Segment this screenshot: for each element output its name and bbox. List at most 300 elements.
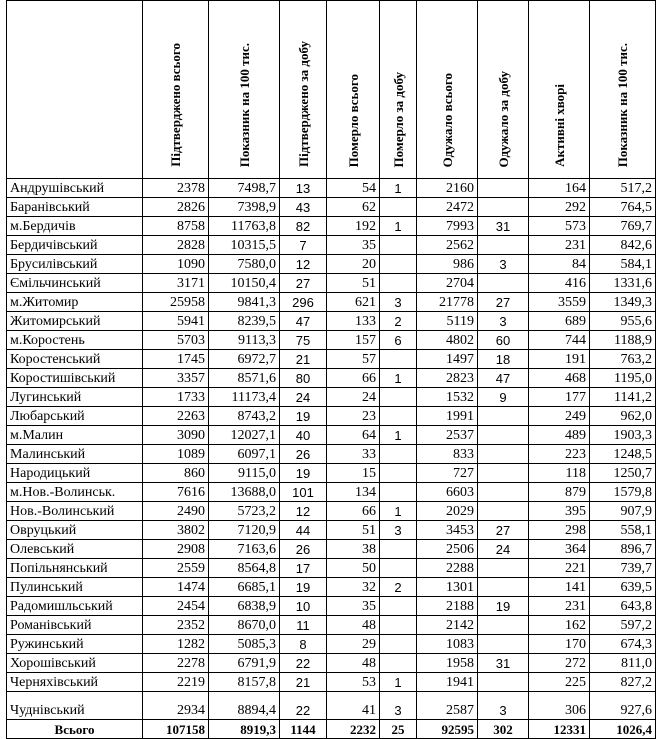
confirmed-daily-cell: 12 — [280, 255, 327, 274]
table-row — [7, 255, 656, 274]
deaths-total-cell: 53 — [327, 673, 380, 692]
table-row — [7, 673, 656, 692]
active-cases-cell: 3559 — [529, 293, 590, 312]
recovered-total-cell: 2188 — [417, 597, 478, 616]
district-name-cell: м.Житомир — [7, 293, 143, 312]
active-cases-cell: 162 — [529, 616, 590, 635]
rate-per-100k-cell: 6791,9 — [209, 654, 280, 673]
district-name-cell: Радомишльський — [7, 597, 143, 616]
recovered-total-cell: 2537 — [417, 426, 478, 445]
district-name-cell: Любарський — [7, 407, 143, 426]
header-recovered-daily: Одужало за добу — [478, 1, 529, 179]
recovered-daily-cell: 60 — [478, 331, 529, 350]
table-row — [7, 521, 656, 540]
header-rate-per-100k: Показник на 100 тис. — [209, 1, 280, 179]
table-row — [7, 426, 656, 445]
confirmed-daily-cell: 19 — [280, 407, 327, 426]
recovered-daily-cell: 27 — [478, 521, 529, 540]
deaths-total-cell: 35 — [327, 236, 380, 255]
deaths-total-cell: 24 — [327, 388, 380, 407]
deaths-total-cell: 62 — [327, 198, 380, 217]
recovered-daily-cell — [478, 179, 529, 198]
active-cases-cell: 249 — [529, 407, 590, 426]
district-name-cell: Овруцький — [7, 521, 143, 540]
confirmed-daily-cell: 82 — [280, 217, 327, 236]
confirmed-daily-cell: 22 — [280, 654, 327, 673]
active-rate-per-100k-cell: 1141,2 — [590, 388, 656, 407]
rate-per-100k-cell: 6097,1 — [209, 445, 280, 464]
rate-per-100k-cell: 8571,6 — [209, 369, 280, 388]
recovered-total-cell: 2288 — [417, 559, 478, 578]
rate-per-100k-cell: 7398,9 — [209, 198, 280, 217]
active-cases-cell: 231 — [529, 236, 590, 255]
table-row — [7, 559, 656, 578]
district-name-cell: Нов.-Волинський — [7, 502, 143, 521]
recovered-daily-cell — [478, 559, 529, 578]
header-confirmed-daily: Підтверджено за добу — [280, 1, 327, 179]
active-cases-cell: 364 — [529, 540, 590, 559]
table-row — [7, 502, 656, 521]
recovered-daily-cell — [478, 502, 529, 521]
recovered-total-cell: 1532 — [417, 388, 478, 407]
table-row — [7, 350, 656, 369]
confirmed-daily-cell: 21 — [280, 350, 327, 369]
recovered-total-cell: 2506 — [417, 540, 478, 559]
table-row — [7, 616, 656, 635]
confirmed-daily-cell: 19 — [280, 464, 327, 483]
active-cases-cell: 141 — [529, 578, 590, 597]
active-rate-per-100k-cell: 517,2 — [590, 179, 656, 198]
recovered-total-cell: 2823 — [417, 369, 478, 388]
active-rate-per-100k-cell: 842,6 — [590, 236, 656, 255]
deaths-total-cell: 41 — [327, 692, 380, 720]
recovered-total-cell: 1941 — [417, 673, 478, 692]
deaths-daily-cell: 3 — [380, 521, 417, 540]
deaths-total-cell: 32 — [327, 578, 380, 597]
confirmed-daily-cell: 10 — [280, 597, 327, 616]
district-name-cell: м.Нов.-Волинськ. — [7, 483, 143, 502]
active-cases-cell: 573 — [529, 217, 590, 236]
total-deaths-daily-cell: 25 — [380, 720, 417, 739]
rate-per-100k-cell: 7120,9 — [209, 521, 280, 540]
active-cases-cell: 118 — [529, 464, 590, 483]
rate-per-100k-cell: 9115,0 — [209, 464, 280, 483]
recovered-daily-cell — [478, 426, 529, 445]
deaths-total-cell: 192 — [327, 217, 380, 236]
district-name-cell: м.Бердичів — [7, 217, 143, 236]
total-row — [7, 720, 656, 739]
deaths-daily-cell — [380, 407, 417, 426]
recovered-daily-cell: 9 — [478, 388, 529, 407]
confirmed-daily-cell: 75 — [280, 331, 327, 350]
deaths-total-cell: 48 — [327, 654, 380, 673]
recovered-daily-cell: 19 — [478, 597, 529, 616]
active-rate-per-100k-cell: 896,7 — [590, 540, 656, 559]
deaths-daily-cell — [380, 540, 417, 559]
total-deaths-total-cell: 2232 — [327, 720, 380, 739]
deaths-total-cell: 20 — [327, 255, 380, 274]
confirmed-daily-cell: 44 — [280, 521, 327, 540]
district-name-cell: Бердичівський — [7, 236, 143, 255]
table-row — [7, 578, 656, 597]
recovered-total-cell: 1083 — [417, 635, 478, 654]
deaths-daily-cell — [380, 616, 417, 635]
header-deaths-daily: Померло за добу — [380, 1, 417, 179]
deaths-daily-cell: 6 — [380, 331, 417, 350]
recovered-total-cell: 1497 — [417, 350, 478, 369]
total-recovered-total-cell: 92595 — [417, 720, 478, 739]
recovered-total-cell: 4802 — [417, 331, 478, 350]
header-confirmed-total: Підтверджено всього — [143, 1, 209, 179]
confirmed-daily-cell: 40 — [280, 426, 327, 445]
confirmed-daily-cell: 47 — [280, 312, 327, 331]
recovered-total-cell: 727 — [417, 464, 478, 483]
recovered-daily-cell — [478, 236, 529, 255]
recovered-daily-cell — [478, 635, 529, 654]
district-name-cell: Андрушівський — [7, 179, 143, 198]
recovered-daily-cell — [478, 578, 529, 597]
district-name-cell: Житомирський — [7, 312, 143, 331]
active-cases-cell: 416 — [529, 274, 590, 293]
table-row — [7, 597, 656, 616]
header-recovered-total: Одужало всього — [417, 1, 478, 179]
confirmed-total-cell: 8758 — [143, 217, 209, 236]
table-row — [7, 236, 656, 255]
district-name-cell: Лугинський — [7, 388, 143, 407]
district-name-cell: Пулинський — [7, 578, 143, 597]
recovered-daily-cell — [478, 483, 529, 502]
active-cases-cell: 84 — [529, 255, 590, 274]
deaths-total-cell: 133 — [327, 312, 380, 331]
recovered-daily-cell — [478, 616, 529, 635]
district-name-cell: Черняхівський — [7, 673, 143, 692]
district-name-cell: Романівський — [7, 616, 143, 635]
total-confirmed-total-cell: 107158 — [143, 720, 209, 739]
district-name-cell: Чуднівський — [7, 692, 143, 720]
deaths-total-cell: 66 — [327, 369, 380, 388]
deaths-daily-cell — [380, 464, 417, 483]
rate-per-100k-cell: 7580,0 — [209, 255, 280, 274]
table-row — [7, 407, 656, 426]
confirmed-total-cell: 2378 — [143, 179, 209, 198]
confirmed-daily-cell: 13 — [280, 179, 327, 198]
active-rate-per-100k-cell: 769,7 — [590, 217, 656, 236]
confirmed-daily-cell: 17 — [280, 559, 327, 578]
recovered-total-cell: 2142 — [417, 616, 478, 635]
active-rate-per-100k-cell: 907,9 — [590, 502, 656, 521]
deaths-total-cell: 51 — [327, 274, 380, 293]
recovered-daily-cell: 31 — [478, 654, 529, 673]
total-confirmed-daily-cell: 1144 — [280, 720, 327, 739]
active-rate-per-100k-cell: 1250,7 — [590, 464, 656, 483]
deaths-total-cell: 35 — [327, 597, 380, 616]
active-cases-cell: 306 — [529, 692, 590, 720]
deaths-total-cell: 33 — [327, 445, 380, 464]
deaths-daily-cell — [380, 597, 417, 616]
table-row — [7, 445, 656, 464]
recovered-total-cell: 2160 — [417, 179, 478, 198]
confirmed-total-cell: 2219 — [143, 673, 209, 692]
recovered-total-cell: 2562 — [417, 236, 478, 255]
confirmed-total-cell: 3357 — [143, 369, 209, 388]
confirmed-total-cell: 25958 — [143, 293, 209, 312]
confirmed-total-cell: 3802 — [143, 521, 209, 540]
rate-per-100k-cell: 11763,8 — [209, 217, 280, 236]
recovered-daily-cell: 18 — [478, 350, 529, 369]
rate-per-100k-cell: 6972,7 — [209, 350, 280, 369]
confirmed-total-cell: 7616 — [143, 483, 209, 502]
confirmed-total-cell: 2559 — [143, 559, 209, 578]
deaths-daily-cell: 3 — [380, 293, 417, 312]
recovered-total-cell: 833 — [417, 445, 478, 464]
recovered-total-cell: 2587 — [417, 692, 478, 720]
deaths-daily-cell: 1 — [380, 426, 417, 445]
recovered-daily-cell: 24 — [478, 540, 529, 559]
rate-per-100k-cell: 9113,3 — [209, 331, 280, 350]
deaths-total-cell: 15 — [327, 464, 380, 483]
deaths-daily-cell — [380, 350, 417, 369]
recovered-total-cell: 2029 — [417, 502, 478, 521]
district-name-cell: Ємільчинський — [7, 274, 143, 293]
recovered-total-cell: 7993 — [417, 217, 478, 236]
active-rate-per-100k-cell: 811,0 — [590, 654, 656, 673]
deaths-total-cell: 64 — [327, 426, 380, 445]
table-row — [7, 198, 656, 217]
confirmed-total-cell: 2490 — [143, 502, 209, 521]
district-name-cell: Баранівський — [7, 198, 143, 217]
table-row — [7, 369, 656, 388]
recovered-total-cell: 3453 — [417, 521, 478, 540]
deaths-daily-cell — [380, 483, 417, 502]
confirmed-total-cell: 3171 — [143, 274, 209, 293]
active-rate-per-100k-cell: 955,6 — [590, 312, 656, 331]
header-name-column — [7, 1, 143, 179]
recovered-total-cell: 2704 — [417, 274, 478, 293]
active-cases-cell: 744 — [529, 331, 590, 350]
district-name-cell: Коростишівський — [7, 369, 143, 388]
active-cases-cell: 225 — [529, 673, 590, 692]
deaths-total-cell: 23 — [327, 407, 380, 426]
confirmed-daily-cell: 101 — [280, 483, 327, 502]
rate-per-100k-cell: 6838,9 — [209, 597, 280, 616]
recovered-daily-cell: 3 — [478, 312, 529, 331]
confirmed-total-cell: 860 — [143, 464, 209, 483]
district-name-cell: Малинський — [7, 445, 143, 464]
district-name-cell: м.Коростень — [7, 331, 143, 350]
deaths-total-cell: 157 — [327, 331, 380, 350]
active-cases-cell: 689 — [529, 312, 590, 331]
total-rate-per-100k-cell: 8919,3 — [209, 720, 280, 739]
deaths-total-cell: 48 — [327, 616, 380, 635]
active-rate-per-100k-cell: 584,1 — [590, 255, 656, 274]
deaths-daily-cell — [380, 388, 417, 407]
active-rate-per-100k-cell: 764,5 — [590, 198, 656, 217]
active-rate-per-100k-cell: 1349,3 — [590, 293, 656, 312]
confirmed-daily-cell: 26 — [280, 540, 327, 559]
active-cases-cell: 489 — [529, 426, 590, 445]
recovered-total-cell: 1991 — [417, 407, 478, 426]
deaths-total-cell: 134 — [327, 483, 380, 502]
deaths-daily-cell — [380, 198, 417, 217]
deaths-total-cell: 50 — [327, 559, 380, 578]
recovered-daily-cell: 27 — [478, 293, 529, 312]
rate-per-100k-cell: 7163,6 — [209, 540, 280, 559]
rate-per-100k-cell: 8564,8 — [209, 559, 280, 578]
recovered-daily-cell: 47 — [478, 369, 529, 388]
deaths-total-cell: 29 — [327, 635, 380, 654]
district-name-cell: Хорошівський — [7, 654, 143, 673]
confirmed-daily-cell: 27 — [280, 274, 327, 293]
table-row — [7, 654, 656, 673]
district-name-cell: Народицький — [7, 464, 143, 483]
table-row — [7, 293, 656, 312]
recovered-daily-cell — [478, 445, 529, 464]
active-cases-cell: 395 — [529, 502, 590, 521]
district-name-cell: Брусилівський — [7, 255, 143, 274]
rate-per-100k-cell: 8894,4 — [209, 692, 280, 720]
table-row — [7, 388, 656, 407]
rate-per-100k-cell: 8239,5 — [209, 312, 280, 331]
deaths-daily-cell — [380, 654, 417, 673]
active-rate-per-100k-cell: 927,6 — [590, 692, 656, 720]
rate-per-100k-cell: 5723,2 — [209, 502, 280, 521]
recovered-total-cell: 1301 — [417, 578, 478, 597]
recovered-daily-cell — [478, 198, 529, 217]
deaths-daily-cell: 2 — [380, 312, 417, 331]
table-row — [7, 274, 656, 293]
active-cases-cell: 223 — [529, 445, 590, 464]
confirmed-daily-cell: 43 — [280, 198, 327, 217]
active-rate-per-100k-cell: 643,8 — [590, 597, 656, 616]
active-cases-cell: 292 — [529, 198, 590, 217]
recovered-total-cell: 6603 — [417, 483, 478, 502]
table-row — [7, 217, 656, 236]
deaths-daily-cell — [380, 236, 417, 255]
active-cases-cell: 298 — [529, 521, 590, 540]
confirmed-daily-cell: 80 — [280, 369, 327, 388]
total-label-cell: Всього — [7, 720, 143, 739]
active-cases-cell: 272 — [529, 654, 590, 673]
confirmed-total-cell: 1090 — [143, 255, 209, 274]
recovered-daily-cell: 3 — [478, 692, 529, 720]
deaths-daily-cell: 1 — [380, 179, 417, 198]
confirmed-daily-cell: 24 — [280, 388, 327, 407]
active-rate-per-100k-cell: 1331,6 — [590, 274, 656, 293]
active-cases-cell: 221 — [529, 559, 590, 578]
covid-statistics-table — [6, 0, 656, 739]
active-cases-cell: 177 — [529, 388, 590, 407]
rate-per-100k-cell: 5085,3 — [209, 635, 280, 654]
district-name-cell: м.Малин — [7, 426, 143, 445]
table-row — [7, 179, 656, 198]
deaths-daily-cell: 2 — [380, 578, 417, 597]
confirmed-total-cell: 5941 — [143, 312, 209, 331]
district-name-cell: Олевський — [7, 540, 143, 559]
active-rate-per-100k-cell: 962,0 — [590, 407, 656, 426]
confirmed-total-cell: 2828 — [143, 236, 209, 255]
active-cases-cell: 468 — [529, 369, 590, 388]
active-rate-per-100k-cell: 827,2 — [590, 673, 656, 692]
active-rate-per-100k-cell: 1903,3 — [590, 426, 656, 445]
recovered-total-cell: 21778 — [417, 293, 478, 312]
confirmed-total-cell: 1733 — [143, 388, 209, 407]
confirmed-total-cell: 1282 — [143, 635, 209, 654]
deaths-daily-cell — [380, 255, 417, 274]
recovered-daily-cell — [478, 407, 529, 426]
deaths-daily-cell — [380, 445, 417, 464]
confirmed-daily-cell: 19 — [280, 578, 327, 597]
active-rate-per-100k-cell: 1188,9 — [590, 331, 656, 350]
confirmed-total-cell: 2934 — [143, 692, 209, 720]
rate-per-100k-cell: 11173,4 — [209, 388, 280, 407]
active-rate-per-100k-cell: 739,7 — [590, 559, 656, 578]
active-rate-per-100k-cell: 639,5 — [590, 578, 656, 597]
confirmed-total-cell: 2908 — [143, 540, 209, 559]
confirmed-total-cell: 5703 — [143, 331, 209, 350]
district-name-cell: Попільнянський — [7, 559, 143, 578]
deaths-total-cell: 51 — [327, 521, 380, 540]
active-rate-per-100k-cell: 1579,8 — [590, 483, 656, 502]
total-recovered-daily-cell: 302 — [478, 720, 529, 739]
deaths-daily-cell: 1 — [380, 217, 417, 236]
rate-per-100k-cell: 8743,2 — [209, 407, 280, 426]
active-rate-per-100k-cell: 597,2 — [590, 616, 656, 635]
rate-per-100k-cell: 7498,7 — [209, 179, 280, 198]
confirmed-daily-cell: 26 — [280, 445, 327, 464]
confirmed-total-cell: 2826 — [143, 198, 209, 217]
confirmed-total-cell: 3090 — [143, 426, 209, 445]
recovered-daily-cell: 3 — [478, 255, 529, 274]
confirmed-daily-cell: 296 — [280, 293, 327, 312]
recovered-total-cell: 5119 — [417, 312, 478, 331]
recovered-daily-cell: 31 — [478, 217, 529, 236]
deaths-total-cell: 54 — [327, 179, 380, 198]
rate-per-100k-cell: 10315,5 — [209, 236, 280, 255]
active-rate-per-100k-cell: 763,2 — [590, 350, 656, 369]
confirmed-daily-cell: 8 — [280, 635, 327, 654]
confirmed-daily-cell: 21 — [280, 673, 327, 692]
deaths-daily-cell: 1 — [380, 502, 417, 521]
district-name-cell: Ружинський — [7, 635, 143, 654]
confirmed-daily-cell: 22 — [280, 692, 327, 720]
recovered-daily-cell — [478, 673, 529, 692]
rate-per-100k-cell: 12027,1 — [209, 426, 280, 445]
deaths-daily-cell: 1 — [380, 369, 417, 388]
table-row — [7, 464, 656, 483]
recovered-total-cell: 2472 — [417, 198, 478, 217]
active-rate-per-100k-cell: 1248,5 — [590, 445, 656, 464]
deaths-total-cell: 57 — [327, 350, 380, 369]
rate-per-100k-cell: 8157,8 — [209, 673, 280, 692]
deaths-daily-cell — [380, 274, 417, 293]
active-rate-per-100k-cell: 674,3 — [590, 635, 656, 654]
table-row — [7, 331, 656, 350]
header-deaths-total: Померло всього — [327, 1, 380, 179]
recovered-total-cell: 1958 — [417, 654, 478, 673]
deaths-total-cell: 621 — [327, 293, 380, 312]
table-row — [7, 635, 656, 654]
confirmed-total-cell: 1474 — [143, 578, 209, 597]
confirmed-total-cell: 2454 — [143, 597, 209, 616]
deaths-total-cell: 38 — [327, 540, 380, 559]
table-row — [7, 540, 656, 559]
rate-per-100k-cell: 10150,4 — [209, 274, 280, 293]
active-cases-cell: 191 — [529, 350, 590, 369]
deaths-total-cell: 66 — [327, 502, 380, 521]
active-rate-per-100k-cell: 558,1 — [590, 521, 656, 540]
district-name-cell: Коростенський — [7, 350, 143, 369]
table-row — [7, 312, 656, 331]
